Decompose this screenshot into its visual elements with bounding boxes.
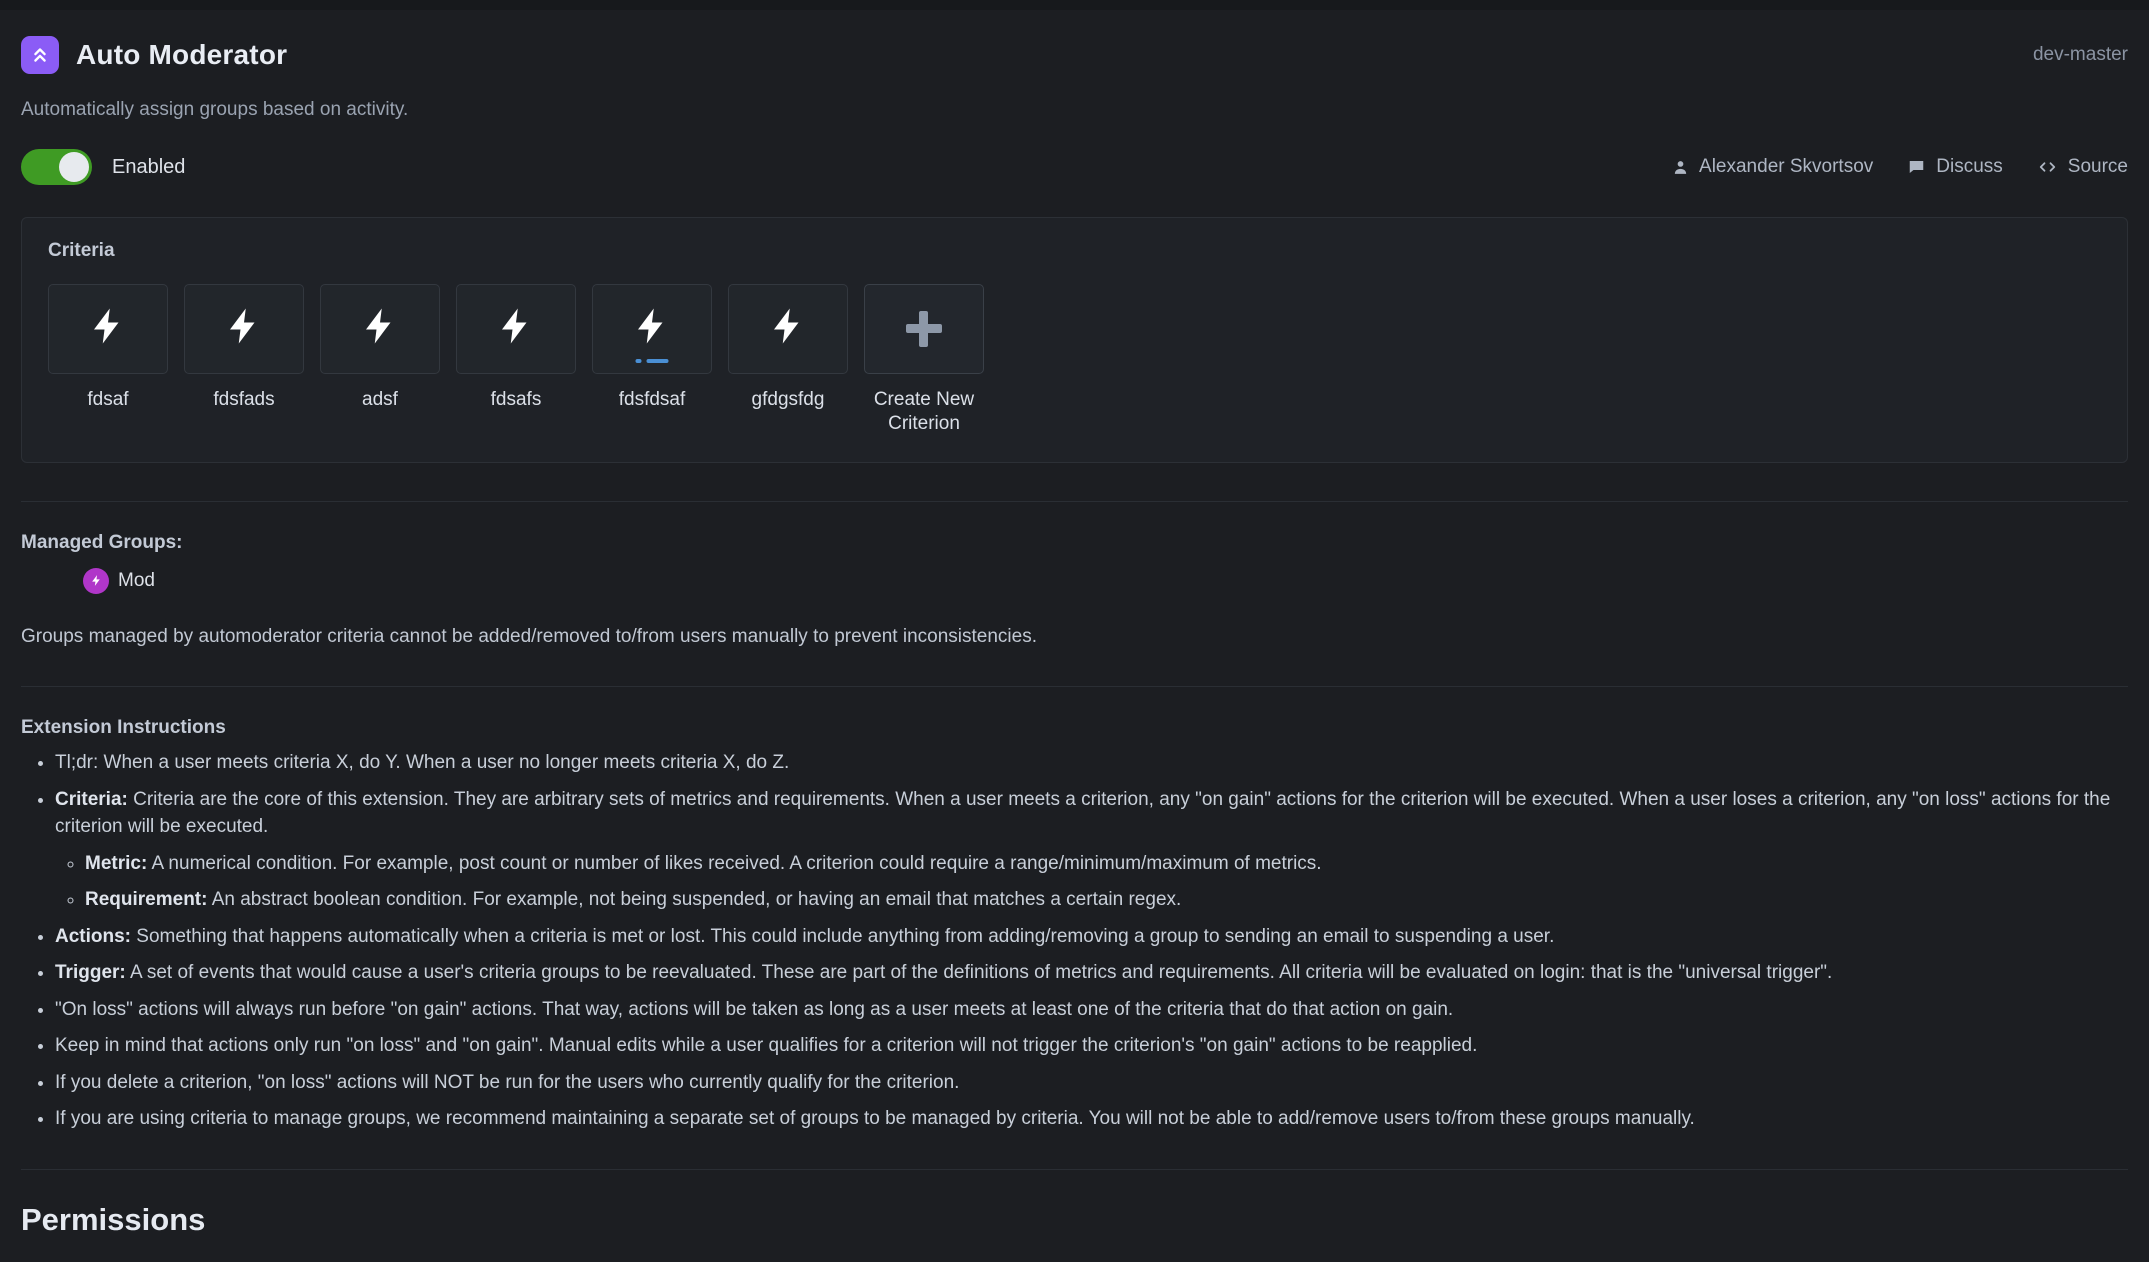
criterion-label: adsf <box>362 389 398 410</box>
comment-icon <box>1907 158 1926 176</box>
criteria-panel-title: Criteria <box>48 240 115 261</box>
list-item <box>55 1069 2128 1097</box>
group-badge[interactable] <box>83 568 155 594</box>
instructions-title: Extension Instructions <box>21 717 226 738</box>
instruction-term: Metric: <box>85 852 148 874</box>
user-icon <box>1672 159 1689 176</box>
create-criterion-label: Create New Criterion <box>873 389 975 434</box>
version-label: dev-master <box>2032 44 2128 65</box>
instructions-list <box>21 749 2128 1133</box>
extension-header <box>21 10 2128 74</box>
managed-groups-note: Groups managed by automoderator criteria cannot be added/removed to/from users manually to prevent inconsistencies. <box>21 626 1037 647</box>
header-links <box>1672 156 2128 178</box>
instruction-term: Actions: <box>55 925 131 947</box>
bolt-icon <box>223 299 265 359</box>
criterion-tile[interactable] <box>456 284 576 374</box>
criterion-bar <box>647 359 669 363</box>
instruction-term: Requirement: <box>85 889 208 911</box>
criterion-item[interactable] <box>728 284 848 412</box>
source-link[interactable] <box>2037 156 2128 178</box>
list-item <box>55 749 2128 777</box>
bolt-icon <box>83 568 109 594</box>
criteria-panel <box>21 217 2128 463</box>
plus-icon <box>906 311 942 347</box>
bolt-icon <box>87 299 129 359</box>
instruction-text: A numerical condition. For example, post count or number of likes received. A criterion could require a range/minimum/maximum of metrics. <box>147 852 1322 874</box>
instruction-text: "On loss" actions will always run before "on gain" actions. That way, actions will be taken as long as a user meets at least one of the criteria that do that action on gain. <box>55 998 1454 1020</box>
instruction-term: Trigger: <box>55 962 126 984</box>
criterion-tile[interactable] <box>728 284 848 374</box>
code-icon <box>2037 158 2058 176</box>
extension-toggle-row <box>21 149 2128 209</box>
list-item <box>55 959 2128 987</box>
bolt-icon <box>359 299 401 359</box>
criterion-progress-bars <box>636 359 669 363</box>
criterion-item[interactable] <box>456 284 576 412</box>
bolt-icon <box>767 299 809 359</box>
list-item <box>55 923 2128 951</box>
discuss-label: Discuss <box>1936 156 2003 177</box>
instruction-term: Criteria: <box>55 788 128 810</box>
group-label: Mod <box>118 569 155 591</box>
instruction-text: A set of events that would cause a user's criteria groups to be reevaluated. These are part of the definitions of metrics and requirements. All criteria will be evaluated on login: that is the "universal trigger". <box>125 962 1833 984</box>
instruction-text: If you are using criteria to manage groups, we recommend maintaining a separate set of groups to be managed by criteria. You will not be able to add/remove users to/from these groups manually. <box>55 1108 1695 1130</box>
list-item <box>55 1032 2128 1060</box>
criterion-label: fdsfads <box>213 389 275 410</box>
author-link[interactable] <box>1672 156 1873 178</box>
list-item <box>85 850 2128 878</box>
list-item <box>55 786 2128 914</box>
enable-extension-toggle[interactable] <box>21 149 92 185</box>
criteria-list <box>48 284 2101 436</box>
instruction-text: If you delete a criterion, "on loss" actions will NOT be run for the users who currently qualify for the criterion. <box>55 1071 960 1093</box>
criterion-bar <box>636 359 642 363</box>
author-label: Alexander Skvortsov <box>1699 156 1874 177</box>
permissions-title: Permissions <box>21 1202 206 1238</box>
page-title: Auto Moderator <box>76 39 288 70</box>
instruction-text: Criteria are the core of this extension. They are arbitrary sets of metrics and requirements. When a user meets a criterion, any "on gain" actions for the criterion will be executed. When a user loses a criterion, any "on loss" actions for the criterion will be executed. <box>55 788 2111 838</box>
bolt-icon <box>631 299 673 359</box>
toggle-knob <box>59 152 89 182</box>
instructions-sublist <box>55 850 2128 914</box>
criterion-label: fdsfdsaf <box>618 389 686 410</box>
criterion-tile[interactable] <box>592 284 712 374</box>
section-divider <box>21 686 2128 687</box>
toggle-label: Enabled <box>112 155 186 178</box>
section-divider <box>21 1169 2128 1170</box>
criterion-item[interactable] <box>184 284 304 412</box>
list-item <box>55 1105 2128 1133</box>
criterion-tile[interactable] <box>184 284 304 374</box>
managed-groups-list <box>21 568 2128 595</box>
criterion-label: fdsafs <box>490 389 542 410</box>
instruction-text: An abstract boolean condition. For example, not being suspended, or having an email that matches a certain regex. <box>207 889 1182 911</box>
list-item <box>55 996 2128 1024</box>
top-strip <box>0 0 2149 10</box>
criterion-label: fdsaf <box>87 389 129 410</box>
criterion-label: gfdgsfdg <box>751 389 825 410</box>
instruction-text: Tl;dr: When a user meets criteria X, do Y. When a user no longer meets criteria X, do Z. <box>55 752 790 773</box>
create-new-criterion[interactable] <box>864 284 984 436</box>
criterion-item[interactable] <box>48 284 168 412</box>
list-item <box>85 886 2128 914</box>
criterion-item[interactable] <box>320 284 440 412</box>
extension-description: Automatically assign groups based on activity. <box>21 99 409 120</box>
chevrons-up-icon <box>21 36 59 74</box>
instruction-text: Keep in mind that actions only run "on loss" and "on gain". Manual edits while a user qualifies for a criterion will not trigger the criterion's "on gain" actions to be reapplied. <box>55 1035 1478 1057</box>
bolt-icon <box>495 299 537 359</box>
criterion-tile[interactable] <box>320 284 440 374</box>
criterion-tile[interactable] <box>48 284 168 374</box>
criterion-item[interactable] <box>592 284 712 412</box>
discuss-link[interactable] <box>1907 156 2003 178</box>
section-divider <box>21 501 2128 502</box>
managed-groups-title: Managed Groups: <box>21 531 183 553</box>
source-label: Source <box>2067 156 2128 177</box>
instruction-text: Something that happens automatically when a criteria is met or lost. This could include anything from adding/removing a group to sending an email to suspending a user. <box>131 925 1555 947</box>
create-criterion-tile[interactable] <box>864 284 984 374</box>
